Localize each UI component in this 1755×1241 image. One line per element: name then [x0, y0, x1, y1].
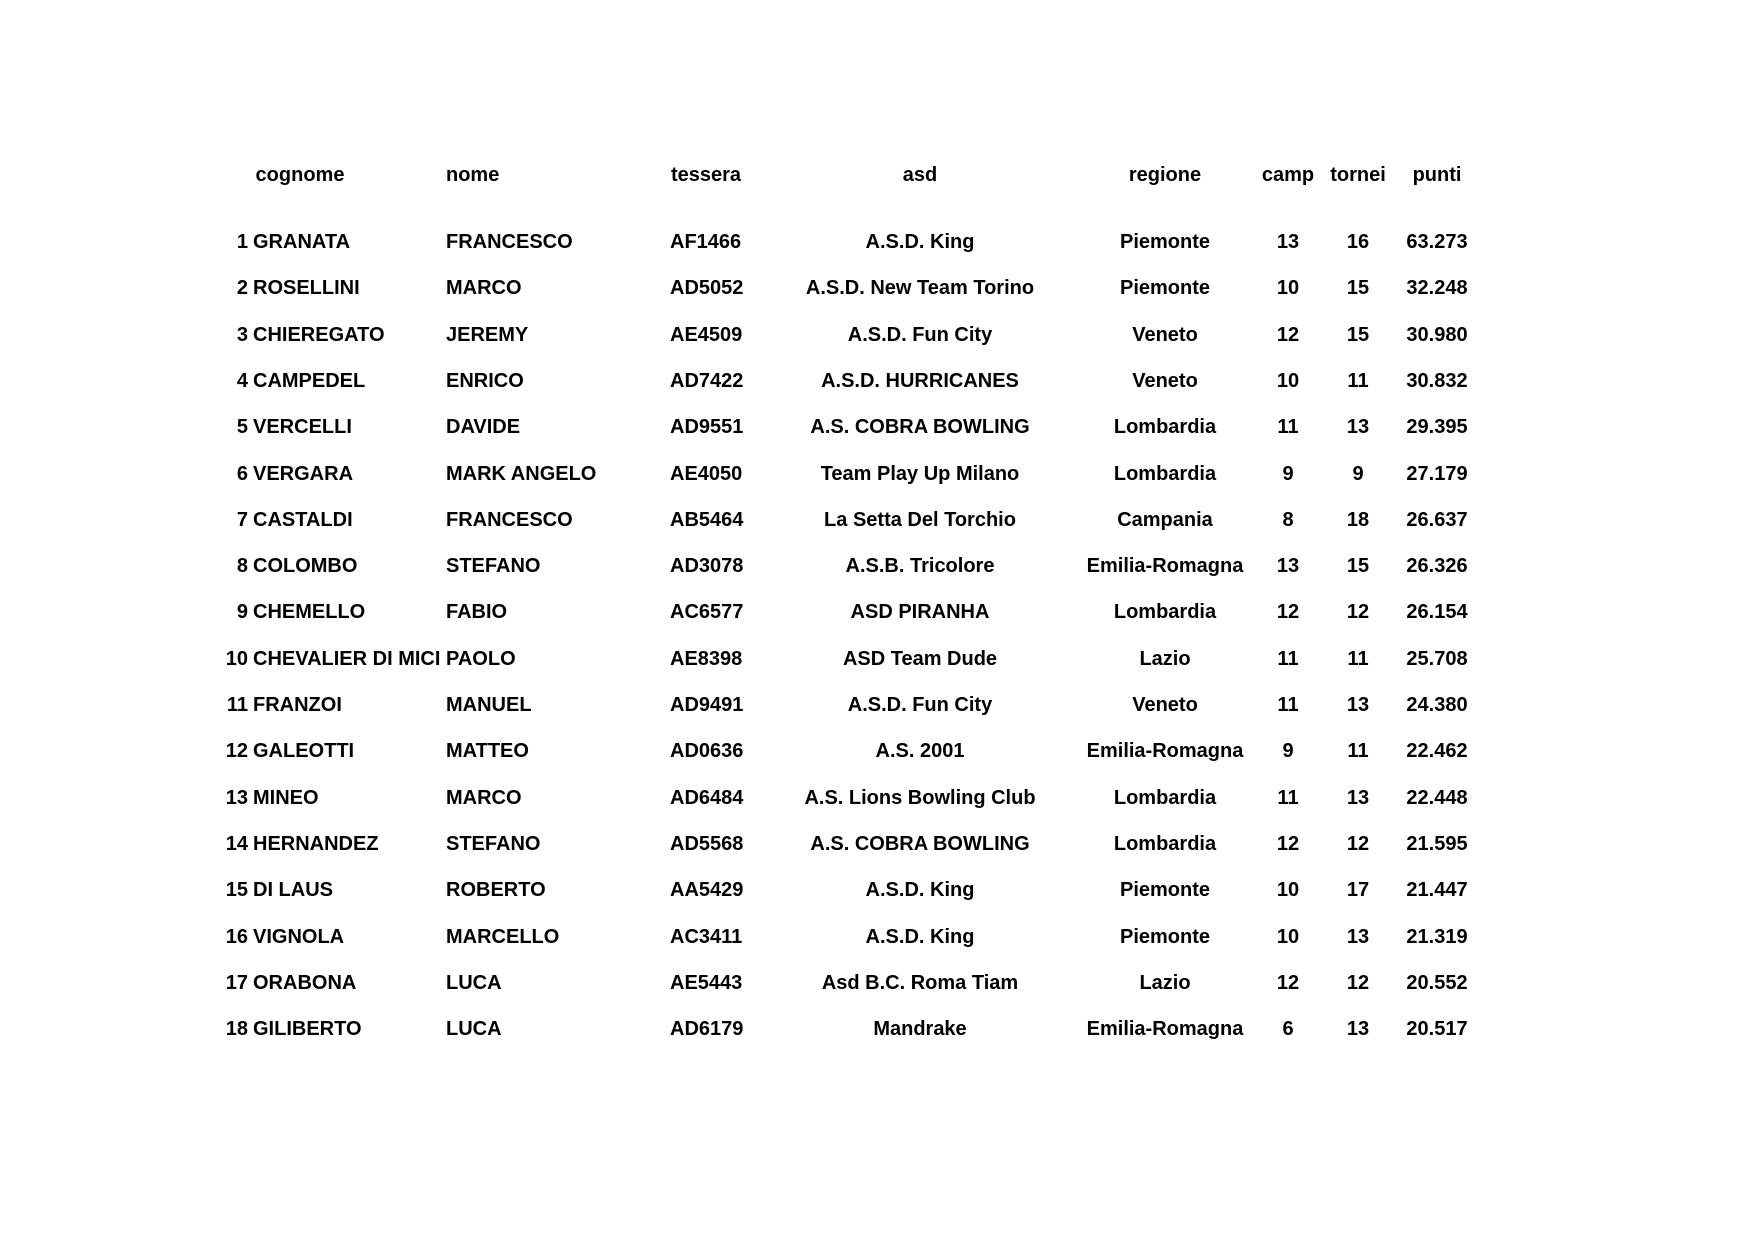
cell-punti: 63.273 — [1406, 231, 1468, 253]
cell-asd: A.S.D. Fun City — [847, 324, 993, 346]
cell-tornei: 16 — [1346, 231, 1370, 253]
cell-rank: 3 — [236, 324, 248, 346]
cell-nome: MARCO — [446, 277, 522, 299]
cell-tessera: AD7422 — [670, 370, 744, 392]
table-row — [0, 968, 1755, 998]
cell-rank: 4 — [236, 370, 248, 392]
cell-nome: MARK ANGELO — [446, 463, 597, 485]
cell-rank: 8 — [236, 555, 248, 577]
cell-tornei: 18 — [1346, 509, 1370, 531]
cell-cognome: VERCELLI — [253, 416, 352, 438]
cell-regione: Lombardia — [1113, 463, 1217, 485]
cell-rank: 9 — [236, 601, 248, 623]
cell-regione: Emilia-Romagna — [1086, 740, 1244, 762]
cell-nome: JEREMY — [446, 324, 529, 346]
header-tessera: tessera — [670, 164, 742, 186]
cell-camp: 12 — [1276, 601, 1300, 623]
cell-regione: Piemonte — [1119, 277, 1211, 299]
cell-asd: La Setta Del Torchio — [824, 509, 1016, 531]
cell-rank: 6 — [236, 463, 248, 485]
cell-cognome: GRANATA — [253, 231, 351, 253]
cell-tornei: 13 — [1346, 416, 1370, 438]
cell-tornei: 15 — [1346, 277, 1370, 299]
cell-cognome: VERGARA — [253, 463, 354, 485]
table-row — [0, 644, 1755, 674]
table-row — [0, 505, 1755, 535]
cell-tessera: AD3078 — [670, 555, 744, 577]
table-row — [0, 922, 1755, 952]
cell-rank: 11 — [226, 694, 248, 716]
cell-cognome: MINEO — [253, 787, 319, 809]
cell-tornei: 13 — [1346, 926, 1370, 948]
cell-rank: 10 — [225, 648, 248, 670]
table-row — [0, 366, 1755, 396]
table-row — [0, 875, 1755, 905]
cell-punti: 22.462 — [1406, 740, 1468, 762]
table-row — [0, 1014, 1755, 1044]
cell-nome: LUCA — [446, 1018, 502, 1040]
cell-regione: Emilia-Romagna — [1086, 1018, 1244, 1040]
cell-tornei: 12 — [1346, 601, 1370, 623]
cell-tessera: AD9551 — [670, 416, 744, 438]
cell-asd: Team Play Up Milano — [820, 463, 1020, 485]
table-row — [0, 273, 1755, 303]
cell-rank: 16 — [225, 926, 248, 948]
cell-rank: 13 — [225, 787, 248, 809]
cell-asd: ASD PIRANHA — [850, 601, 990, 623]
table-row — [0, 227, 1755, 257]
cell-regione: Lombardia — [1113, 416, 1217, 438]
cell-regione: Lombardia — [1113, 601, 1217, 623]
cell-camp: 9 — [1282, 463, 1294, 485]
cell-regione: Emilia-Romagna — [1086, 555, 1244, 577]
cell-tessera: AE5443 — [670, 972, 743, 994]
cell-regione: Veneto — [1132, 694, 1198, 716]
cell-nome: STEFANO — [446, 555, 541, 577]
cell-cognome: ORABONA — [253, 972, 357, 994]
cell-regione: Piemonte — [1119, 879, 1211, 901]
cell-asd: A.S. COBRA BOWLING — [810, 416, 1030, 438]
cell-camp: 9 — [1282, 740, 1294, 762]
cell-tessera: AD6484 — [670, 787, 744, 809]
cell-camp: 13 — [1276, 231, 1300, 253]
table-row — [0, 597, 1755, 627]
cell-cognome: DI LAUS — [253, 879, 333, 901]
cell-camp: 11 — [1277, 416, 1299, 438]
cell-tessera: AE4509 — [670, 324, 743, 346]
cell-camp: 11 — [1277, 648, 1299, 670]
cell-nome: ROBERTO — [446, 879, 546, 901]
cell-punti: 27.179 — [1406, 463, 1468, 485]
cell-asd: A.S.D. HURRICANES — [821, 370, 1019, 392]
cell-regione: Piemonte — [1119, 231, 1211, 253]
cell-regione: Lazio — [1139, 972, 1191, 994]
cell-nome: STEFANO — [446, 833, 541, 855]
cell-camp: 10 — [1276, 926, 1300, 948]
cell-asd: A.S.D. King — [865, 231, 975, 253]
cell-asd: A.S. Lions Bowling Club — [804, 787, 1036, 809]
cell-camp: 12 — [1276, 833, 1300, 855]
header-asd: asd — [902, 164, 938, 186]
header-camp: camp — [1261, 164, 1315, 186]
cell-camp: 11 — [1277, 787, 1299, 809]
cell-nome: MARCELLO — [446, 926, 560, 948]
table-row — [0, 320, 1755, 350]
cell-tessera: AF1466 — [670, 231, 742, 253]
cell-rank: 17 — [225, 972, 248, 994]
cell-tornei: 12 — [1346, 833, 1370, 855]
cell-rank: 1 — [236, 231, 248, 253]
cell-camp: 8 — [1282, 509, 1294, 531]
cell-cognome: CHEMELLO — [253, 601, 366, 623]
cell-tornei: 15 — [1346, 555, 1370, 577]
cell-tessera: AC6577 — [670, 601, 744, 623]
cell-tornei: 13 — [1346, 1018, 1370, 1040]
cell-tornei: 12 — [1346, 972, 1370, 994]
cell-punti: 22.448 — [1406, 787, 1468, 809]
cell-regione: Veneto — [1132, 370, 1198, 392]
cell-regione: Piemonte — [1119, 926, 1211, 948]
table-row — [0, 412, 1755, 442]
cell-asd: A.S.D. King — [865, 926, 975, 948]
cell-tessera: AD5052 — [670, 277, 744, 299]
cell-tessera: AE4050 — [670, 463, 743, 485]
cell-nome: DAVIDE — [446, 416, 521, 438]
cell-tornei: 13 — [1346, 694, 1370, 716]
cell-punti: 20.517 — [1406, 1018, 1468, 1040]
cell-camp: 12 — [1276, 324, 1300, 346]
cell-tessera: AE8398 — [670, 648, 743, 670]
table-row — [0, 459, 1755, 489]
cell-punti: 26.154 — [1406, 601, 1468, 623]
cell-camp: 11 — [1277, 694, 1299, 716]
cell-nome: MARCO — [446, 787, 522, 809]
cell-camp: 12 — [1276, 972, 1300, 994]
cell-tessera: AB5464 — [670, 509, 744, 531]
cell-punti: 30.832 — [1406, 370, 1468, 392]
cell-tornei: 11 — [1347, 370, 1369, 392]
header-row — [0, 160, 1755, 190]
table-row — [0, 783, 1755, 813]
cell-tornei: 17 — [1346, 879, 1370, 901]
cell-asd: A.S.D. Fun City — [847, 694, 993, 716]
table-row — [0, 551, 1755, 581]
cell-nome: FRANCESCO — [446, 231, 573, 253]
table-row — [0, 736, 1755, 766]
cell-regione: Lombardia — [1113, 787, 1217, 809]
cell-camp: 13 — [1276, 555, 1300, 577]
cell-rank: 7 — [236, 509, 248, 531]
cell-tessera: AD0636 — [670, 740, 744, 762]
cell-punti: 26.637 — [1406, 509, 1468, 531]
cell-cognome: HERNANDEZ — [253, 833, 379, 855]
cell-tessera: AD9491 — [670, 694, 744, 716]
cell-camp: 6 — [1282, 1018, 1294, 1040]
cell-rank: 14 — [225, 833, 248, 855]
cell-regione: Lazio — [1139, 648, 1191, 670]
cell-cognome: GALEOTTI — [253, 740, 355, 762]
cell-punti: 26.326 — [1406, 555, 1468, 577]
cell-regione: Lombardia — [1113, 833, 1217, 855]
cell-tornei: 11 — [1347, 740, 1369, 762]
cell-cognome: CHIEREGATO — [253, 324, 385, 346]
cell-nome: FABIO — [446, 601, 508, 623]
cell-asd: A.S.D. New Team Torino — [805, 277, 1035, 299]
cell-cognome: CASTALDI — [253, 509, 353, 531]
cell-punti: 32.248 — [1406, 277, 1468, 299]
header-regione: regione — [1128, 164, 1202, 186]
cell-nome: MATTEO — [446, 740, 529, 762]
cell-asd: Mandrake — [873, 1018, 967, 1040]
cell-punti: 30.980 — [1406, 324, 1468, 346]
cell-rank: 2 — [236, 277, 248, 299]
cell-asd: A.S. 2001 — [875, 740, 965, 762]
cell-regione: Campania — [1117, 509, 1213, 531]
cell-cognome: GILIBERTO — [253, 1018, 362, 1040]
cell-nome: FRANCESCO — [446, 509, 573, 531]
cell-nome: PAOLO — [446, 648, 516, 670]
cell-rank: 12 — [225, 740, 248, 762]
cell-punti: 20.552 — [1406, 972, 1468, 994]
cell-cognome: FRANZOI — [253, 694, 342, 716]
cell-tessera: AC3411 — [670, 926, 743, 948]
cell-cognome: ROSELLINI — [253, 277, 360, 299]
cell-punti: 25.708 — [1406, 648, 1468, 670]
header-punti: punti — [1412, 164, 1462, 186]
cell-punti: 29.395 — [1406, 416, 1468, 438]
cell-regione: Veneto — [1132, 324, 1198, 346]
cell-punti: 24.380 — [1406, 694, 1468, 716]
cell-tornei: 15 — [1346, 324, 1370, 346]
table-row — [0, 829, 1755, 859]
cell-punti: 21.447 — [1406, 879, 1468, 901]
cell-tornei: 9 — [1352, 463, 1364, 485]
cell-camp: 10 — [1276, 370, 1300, 392]
cell-tessera: AA5429 — [670, 879, 744, 901]
cell-tornei: 11 — [1347, 648, 1369, 670]
cell-nome: MANUEL — [446, 694, 532, 716]
cell-tornei: 13 — [1346, 787, 1370, 809]
cell-rank: 18 — [225, 1018, 248, 1040]
cell-rank: 5 — [236, 416, 248, 438]
table-row — [0, 690, 1755, 720]
header-nome: nome — [446, 164, 500, 186]
cell-camp: 10 — [1276, 277, 1300, 299]
cell-cognome: CHEVALIER DI MICI — [253, 648, 441, 670]
cell-rank: 15 — [225, 879, 248, 901]
cell-nome: ENRICO — [446, 370, 524, 392]
cell-punti: 21.319 — [1406, 926, 1468, 948]
cell-cognome: CAMPEDEL — [253, 370, 366, 392]
cell-asd: A.S. COBRA BOWLING — [810, 833, 1030, 855]
cell-asd: ASD Team Dude — [842, 648, 998, 670]
cell-asd: A.S.D. King — [865, 879, 975, 901]
cell-cognome: COLOMBO — [253, 555, 358, 577]
cell-cognome: VIGNOLA — [253, 926, 345, 948]
cell-asd: Asd B.C. Roma Tiam — [821, 972, 1019, 994]
cell-asd: A.S.B. Tricolore — [845, 555, 995, 577]
cell-nome: LUCA — [446, 972, 502, 994]
header-tornei: tornei — [1330, 164, 1386, 186]
header-cognome: cognome — [255, 164, 345, 186]
cell-camp: 10 — [1276, 879, 1300, 901]
cell-tessera: AD5568 — [670, 833, 744, 855]
cell-tessera: AD6179 — [670, 1018, 744, 1040]
cell-punti: 21.595 — [1406, 833, 1468, 855]
